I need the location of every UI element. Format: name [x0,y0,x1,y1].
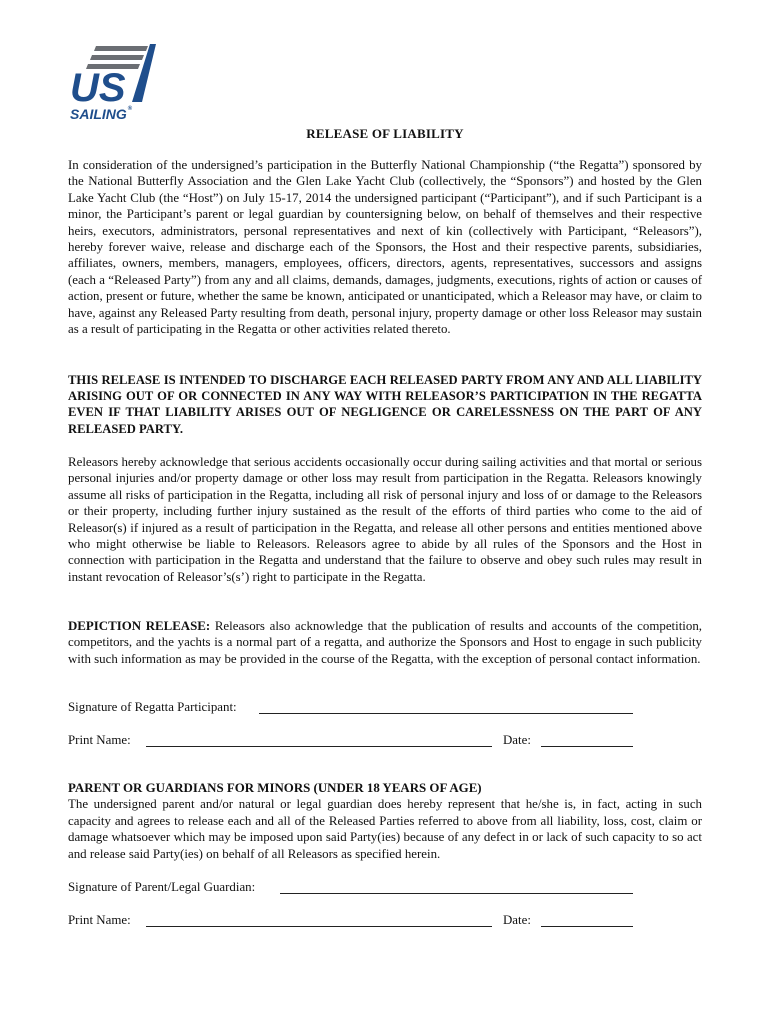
participant-signature-line[interactable] [259,713,633,714]
registered-mark: ® [127,106,133,112]
participant-print-name-line[interactable] [146,746,492,747]
depiction-release-text: Releasors also acknowledge that the publication of results and accounts of the competition, competitors, and the yachts is a normal part of a regatta, and authorize the Sponsors and Host to engage in such publicity with such information as may be provided in the course of the Regatta, with the exception of personal contact information. [68,619,702,666]
logo-wordmark [70,106,132,122]
logo-mark-text: US [70,66,126,106]
guardian-print-name-label: Print Name: [68,913,131,927]
participant-print-name-label: Print Name: [68,733,131,747]
document-title: RELEASE OF LIABILITY [306,126,464,141]
participant-signature-label: Signature of Regatta Participant: [68,700,237,714]
depiction-release-label: DEPICTION RELEASE: [68,619,211,633]
release-paragraph: In consideration of the undersigned’s participation in the Butterfly National Championship (“the Regatta”) sponsored by the National Butterfly Association and the Glen Lake Yacht Club (collectively, the “Sponsors”) and hosted by the Glen Lake Yacht Club (the “Host”) on July 15-17, 2014 the undersigned participant (“Participant”), and if such Participant is a minor, the Participant’s parent or legal guardian by countersigning below, on behalf of themselves and their respective heirs, executors, administrators, personal representatives and next of kin (collectively with Participant, “Releasors”), hereby forever waive, release and discharge each of the Sponsors, the Host and their respective parents, subsidiaries, affiliates, owners, members, managers, employees, officers, directors, agents, representatives, successors and assigns (each a “Released Party”) from any and all claims, demands, damages, judgments, executions, rights of action or causes of action, present or future, whether the same be known, anticipated or unanticipated, which a Releasor may have, or claim to have, against any Released Party resulting from death, personal injury, property damage or other loss Releasor may sustain as a result of participating in the Regatta or other activities related thereto. [68,158,702,337]
participant-date-line[interactable] [541,746,633,747]
guardian-signature-label: Signature of Parent/Legal Guardian: [68,880,256,894]
guardian-signature-line[interactable] [280,893,633,894]
us-sailing-logo-mark [66,44,158,106]
guardian-section [68,780,702,862]
logo-wordmark-text: SAILING [70,106,127,122]
risk-acknowledgement-paragraph: Releasors hereby acknowledge that serious accidents occasionally occur during sailing activities and that mortal or serious personal injuries and/or property damage or other loss may result from participation in the Regatta. Releasors knowingly assume all risks of participation in the Regatta, including all risk of personal injury and loss of or damage to the Releasors or their property, including further injury sustained as the result of the efforts of third parties who come to the aid of Releasor(s) if injured as a result of participation in the Regatta, and release all other persons and entities mentioned above who might otherwise be liable to Releasors. Releasors agree to abide by all rules of the Sponsors and the Host in connection with participation in the Regatta and understand that the failure to observe and obey such rules may result in instant revocation of Releasor’s(s’) right to participate in the Regatta. [68,455,702,584]
release-intent-paragraph: THIS RELEASE IS INTENDED TO DISCHARGE EACH RELEASED PARTY FROM ANY AND ALL LIABILITY ARISING OUT OF OR CONNECTED IN ANY WAY WITH RELEASOR’S PARTICIPATION IN THE REGATTA EVEN IF THAT LIABILITY ARISES OUT OF NEGLIGENCE OR CARELESSNESS ON THE PART OF ANY RELEASED PARTY. [68,373,702,436]
depiction-release-paragraph [68,618,702,667]
participant-date-label: Date: [503,733,531,747]
guardian-print-name-line[interactable] [146,926,492,927]
guardian-heading: PARENT OR GUARDIANS FOR MINORS (UNDER 18 YEARS OF AGE) [68,781,482,795]
guardian-text: The undersigned parent and/or natural or legal guardian does hereby represent that he/she is, in fact, acting in such capacity and agrees to release each and all of the Released Parties referred to above from all liability, loss, cost, claim or damage whatsoever which may be imposed upon said Party(ies) because of any defect in or lack of such capacity to so act and release said Party(ies) on behalf of all Releasors as specified herein. [68,797,702,861]
guardian-date-line[interactable] [541,926,633,927]
us-sailing-logo [66,44,158,122]
guardian-date-label: Date: [503,913,531,927]
